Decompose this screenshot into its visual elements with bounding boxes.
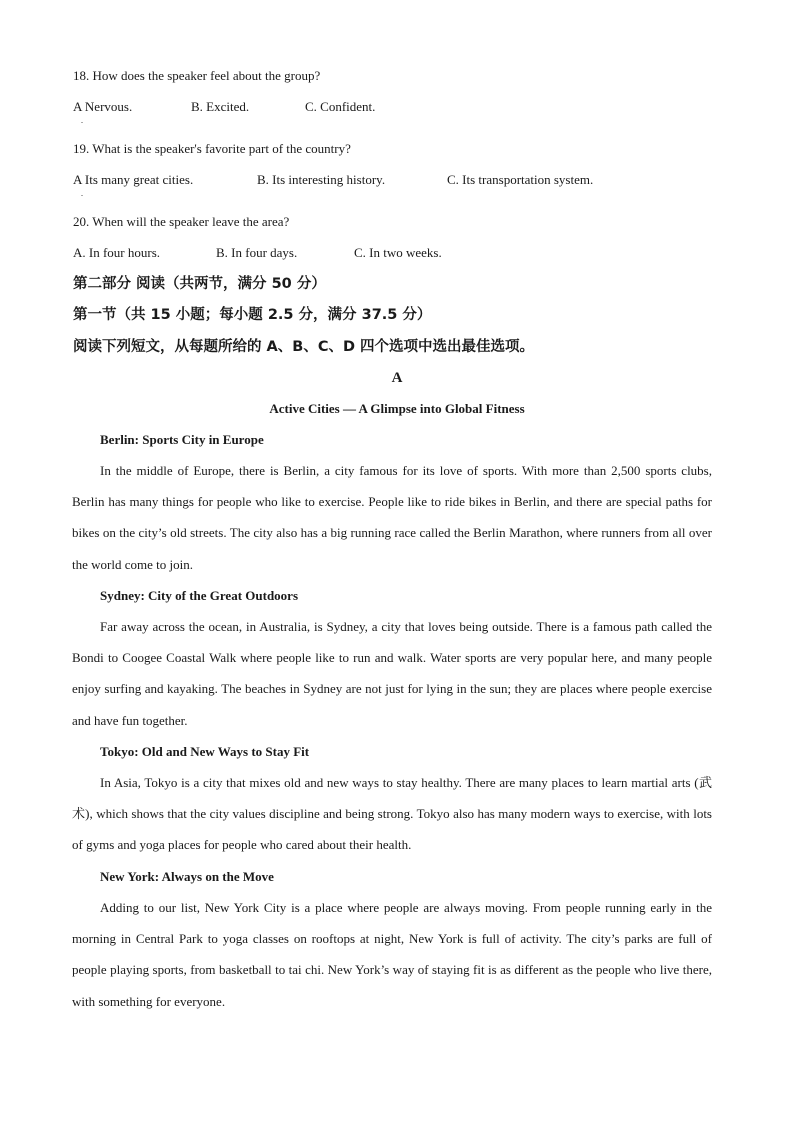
passage-title: Active Cities — A Glimpse into Global Fitness — [269, 401, 525, 416]
option-marker-dot: . — [81, 116, 83, 125]
option-18-b: B. Excited. — [191, 99, 250, 114]
sydney-paragraph: Far away across the ocean, in Australia, is Sydney, a city that loves being outside. There is a famous path called the Bondi to Coogee Coastal Walk where people like to run and walk. Water sports are very popular here, and many people enjoy surfing and kayaking. The beaches in Sydney are not just for lying in the sun; they are places where people exercise and have fun together. — [72, 619, 712, 728]
question-18: 18. How does the speaker feel about the group? — [73, 68, 321, 83]
option-19-c: C. Its transportation system. — [447, 172, 594, 187]
passage-letter: A — [391, 370, 403, 386]
newyork-paragraph: Adding to our list, New York City is a place where people are always moving. From people running early in the morning in Central Park to yoga classes on rooftops at night, New York is full of activity. The city’s parks are full of people playing sports, from basketball to tai chi. New York’s way of staying fit is as different as the people who live there, with something for everyone. — [72, 900, 712, 1009]
option-20-c: C. In two weeks. — [354, 245, 442, 260]
berlin-heading: Berlin: Sports City in Europe — [100, 432, 264, 447]
tokyo-heading: Tokyo: Old and New Ways to Stay Fit — [100, 744, 310, 759]
section-part2-heading: 第二部分 阅读（共两节，满分 50 分） — [73, 276, 326, 292]
option-20-a: A. In four hours. — [73, 245, 161, 260]
option-marker-dot: . — [81, 189, 83, 198]
question-20: 20. When will the speaker leave the area? — [73, 214, 290, 229]
option-20-b: B. In four days. — [216, 245, 298, 260]
option-19-b: B. Its interesting history. — [257, 172, 386, 187]
option-18-c: C. Confident. — [305, 99, 376, 114]
question-19: 19. What is the speaker's favorite part of the country? — [73, 141, 351, 156]
section-1-heading: 第一节（共 15 小题；每小题 2.5 分，满分 37.5 分） — [73, 307, 432, 323]
berlin-paragraph: In the middle of Europe, there is Berlin, a city famous for its love of sports. With more than 2,500 sports clubs, Berlin has many things for people who like to exercise. People like to ride bikes in Berlin, and there are special paths for bikes on the city’s old streets. The city also has a big running race called the Berlin Marathon, where runners from all over the world come to join. — [72, 463, 712, 572]
newyork-heading: New York: Always on the Move — [100, 869, 274, 884]
option-19-a: A Its many great cities. — [73, 172, 194, 187]
tokyo-paragraph: In Asia, Tokyo is a city that mixes old and new ways to stay healthy. There are many places to learn martial arts (武术), which shows that the city values discipline and being strong. Tokyo also has many modern ways to exercise, with lots of gyms and yoga places for people who cared about their health. — [72, 775, 712, 853]
reading-instruction: 阅读下列短文，从每题所给的 A、B、C、D 四个选项中选出最佳选项。 — [73, 339, 535, 355]
sydney-heading: Sydney: City of the Great Outdoors — [100, 588, 299, 603]
option-18-a: A Nervous. — [73, 99, 133, 114]
